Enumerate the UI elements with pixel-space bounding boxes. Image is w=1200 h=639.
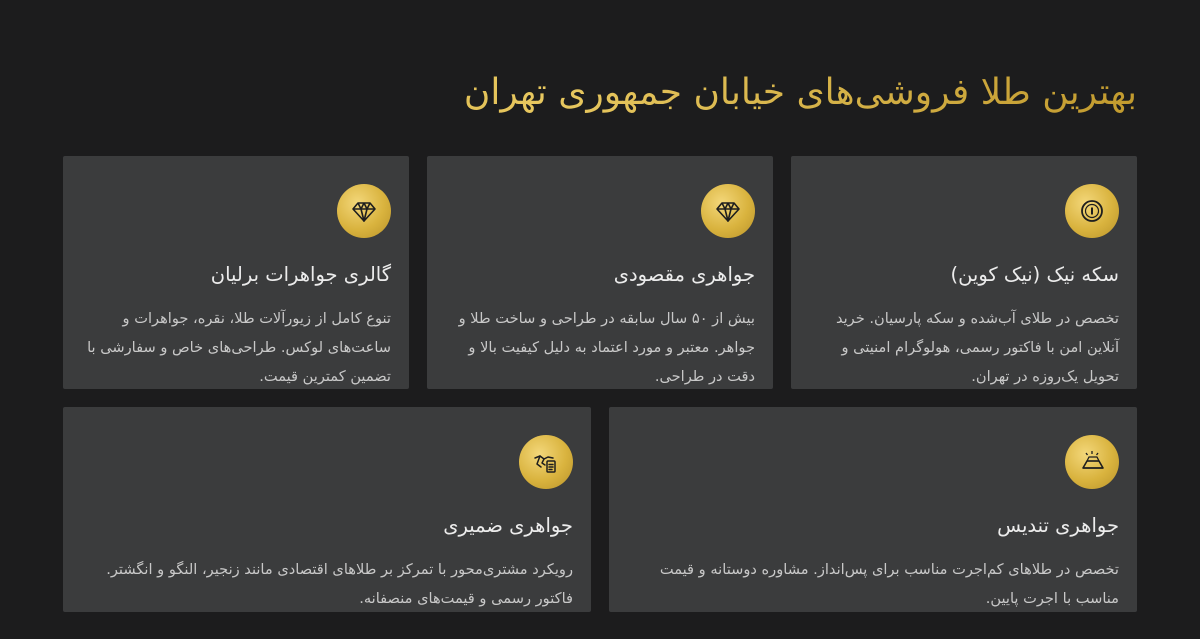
page-title: بهترین طلا فروشی‌های خیابان جمهوری تهران: [63, 62, 1137, 124]
card-description: تخصص در طلای آب‌شده و سکه پارسیان. خرید آنلاین امن با فاکتور رسمی، هولوگرام امنیتی و تحویل یک‌روزه در تهران.: [835, 310, 1119, 385]
card-title: جواهری ضمیری: [443, 514, 573, 537]
card-maghsoudi: [427, 156, 773, 389]
coin-icon: [1065, 184, 1119, 238]
card-description: بیش از ۵۰ سال سابقه در طراحی و ساخت طلا و جواهر. معتبر و مورد اعتماد به دلیل کیفیت بالا و دقت در طراحی.: [458, 310, 755, 385]
cards-row-bottom: [63, 407, 1137, 612]
card-description: تنوع کامل از زیورآلات طلا، نقره، جواهرات و ساعت‌های لوکس. طراحی‌های خاص و سفارشی با تضمین کمترین قیمت.: [87, 310, 391, 385]
card-berelian-gallery: [63, 156, 409, 389]
card-description: تخصص در طلاهای کم‌اجرت مناسب برای پس‌انداز. مشاوره دوستانه و قیمت مناسب با اجرت پایین.: [659, 561, 1119, 607]
diamond-icon: [337, 184, 391, 238]
handshake-icon: [519, 435, 573, 489]
card-zamiri: [63, 407, 591, 612]
card-nik-coin: [791, 156, 1137, 389]
card-description: رویکرد مشتری‌محور با تمرکز بر طلاهای اقتصادی مانند زنجیر، النگو و انگشتر. فاکتور رسمی و قیمت‌های منصفانه.: [106, 561, 573, 607]
card-tandis: [609, 407, 1137, 612]
card-title: گالری جواهرات برلیان: [210, 263, 391, 286]
gold-bar-icon: [1065, 435, 1119, 489]
diamond-icon: [701, 184, 755, 238]
card-title: سکه نیک (نیک کوین): [950, 263, 1119, 286]
card-title: جواهری مقصودی: [613, 263, 755, 286]
card-title: جواهری تندیس: [997, 514, 1119, 537]
cards-row-top: [63, 156, 1137, 389]
